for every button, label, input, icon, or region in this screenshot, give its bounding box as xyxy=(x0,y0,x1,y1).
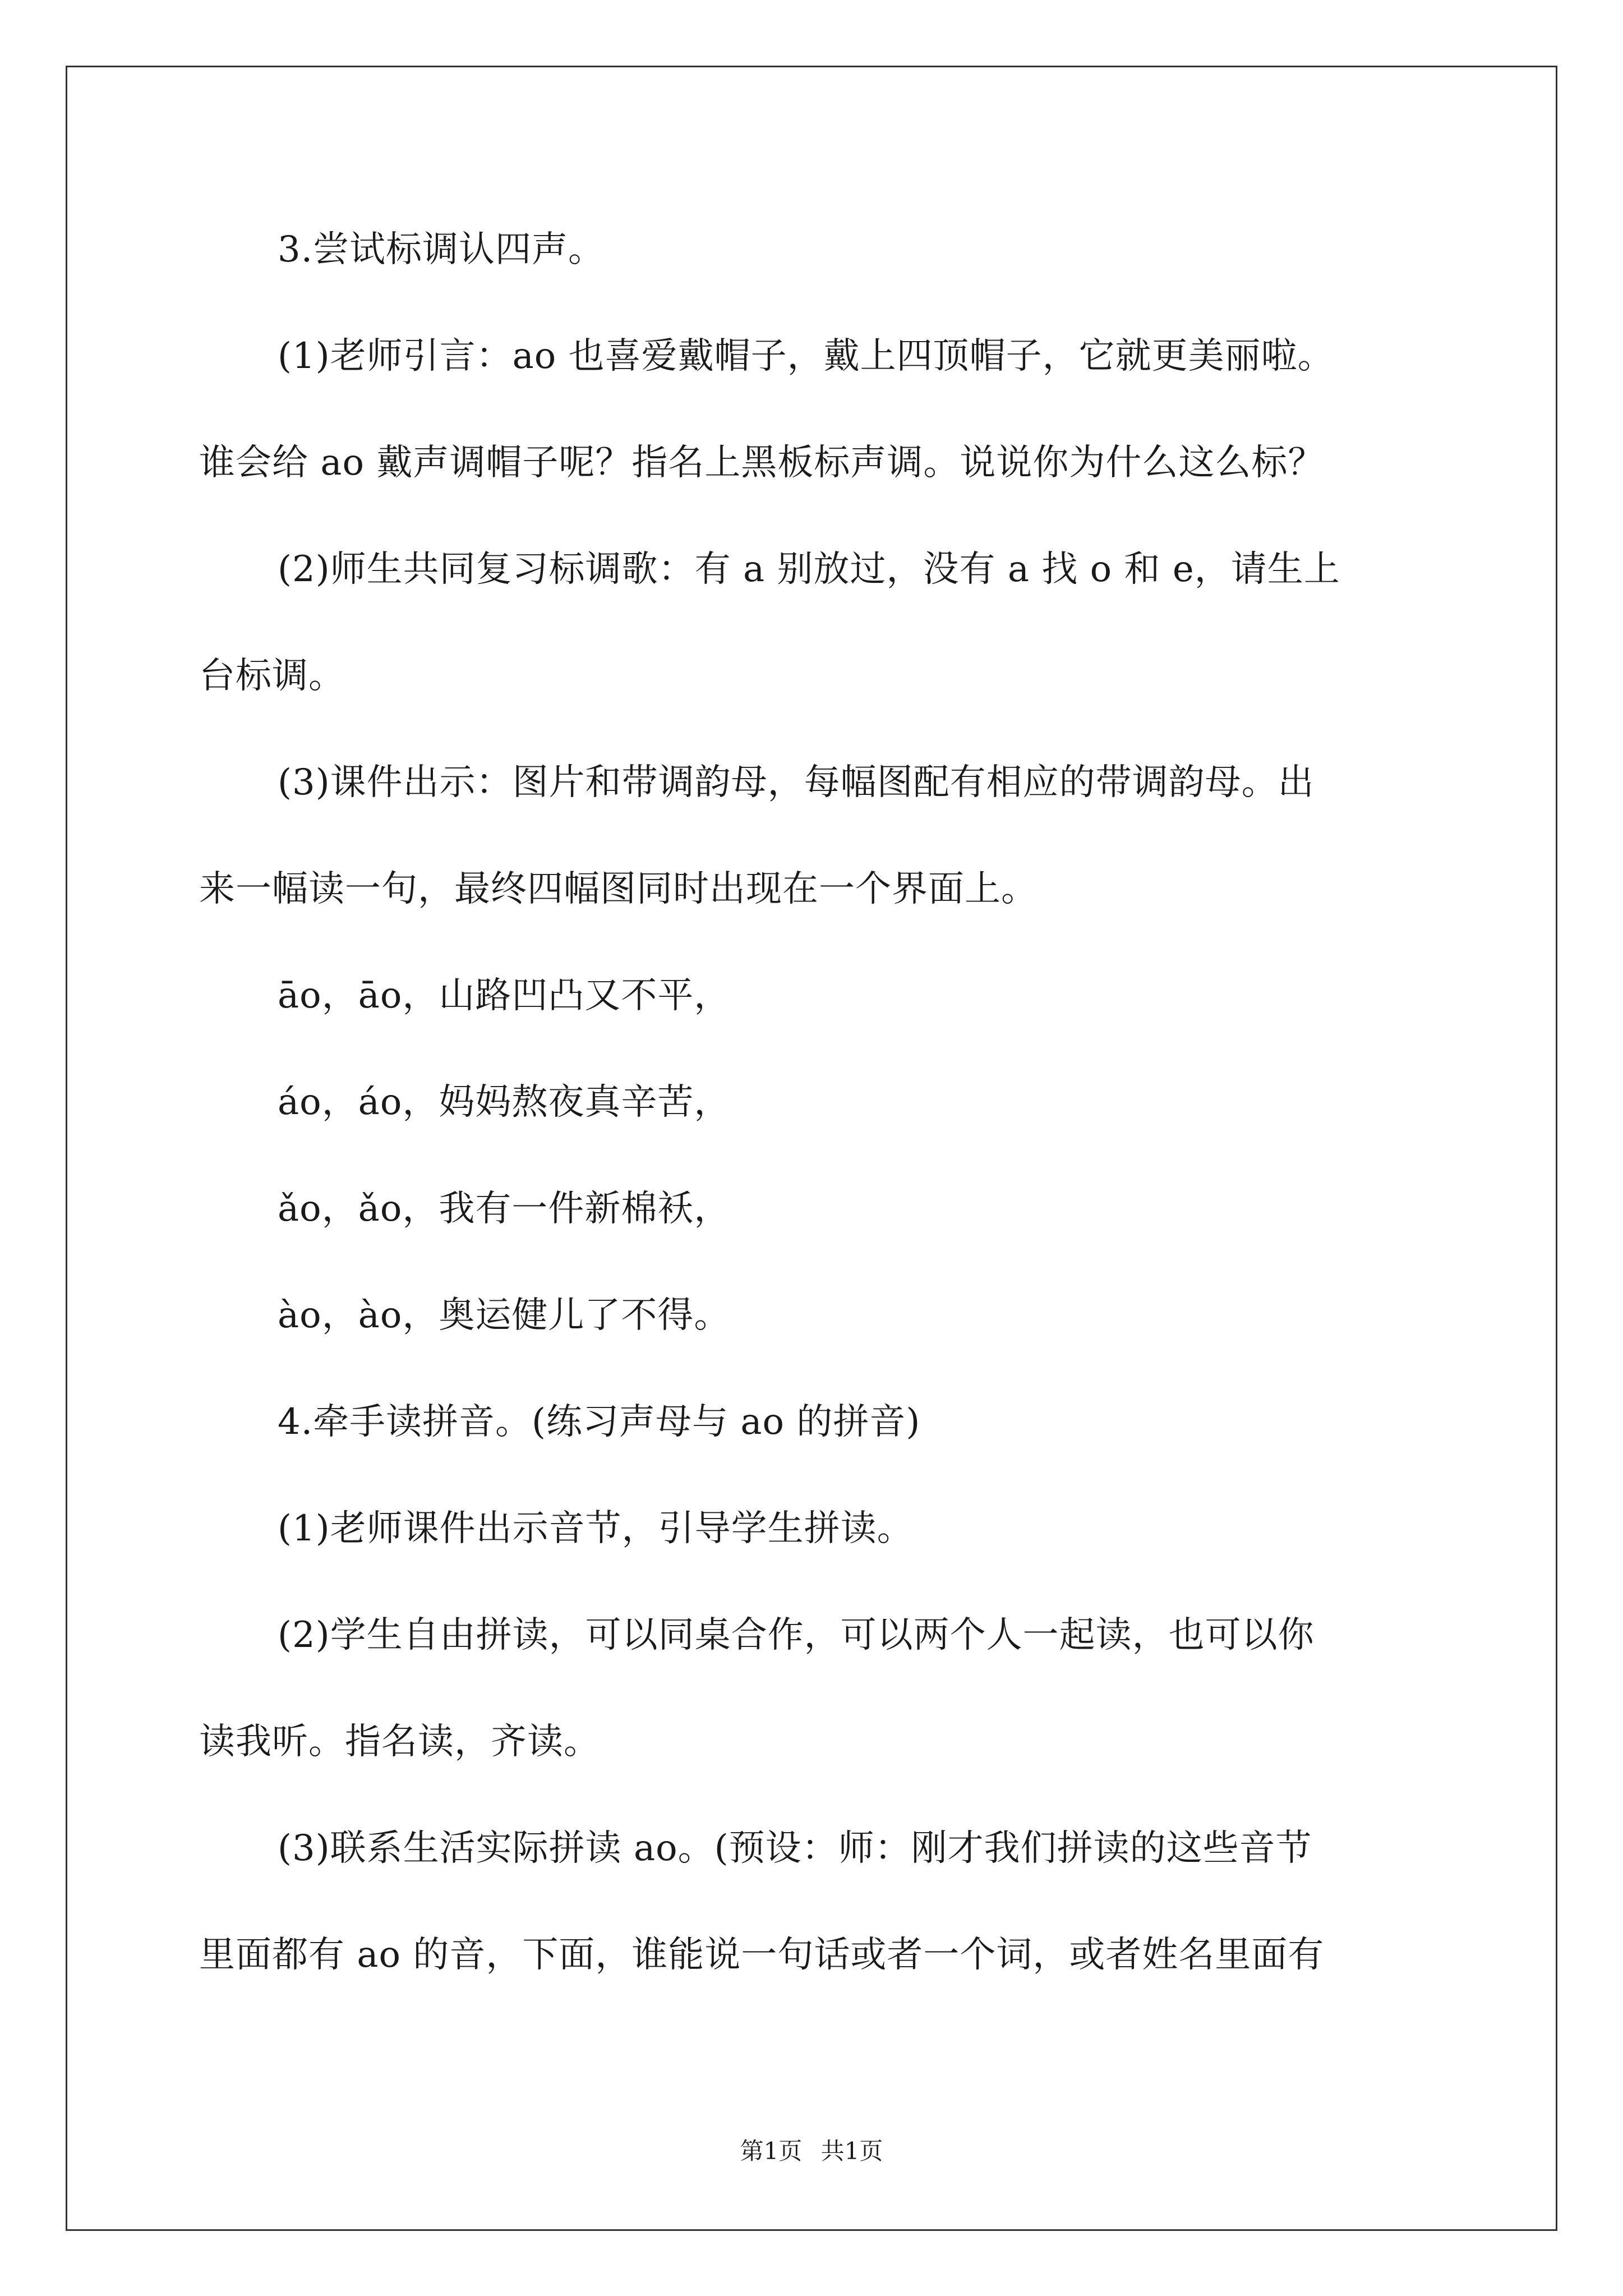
rhyme-line: áo，áo，妈妈熬夜真辛苦， xyxy=(278,1082,731,1123)
paragraph-line: (3)课件出示：图片和带调韵母，每幅图配有相应的带调韵母。出 xyxy=(278,762,1315,803)
page-total: 共1页 xyxy=(820,2137,883,2165)
paragraph-line: (1)老师引言：ao 也喜爱戴帽子，戴上四顶帽子，它就更美丽啦。 xyxy=(278,335,1334,377)
page-footer xyxy=(0,2137,1623,2165)
rhyme-line: ào，ào，奥运健儿了不得。 xyxy=(278,1295,731,1336)
paragraph-line: (2)学生自由拼读，可以同桌合作，可以两个人一起读，也可以你 xyxy=(278,1614,1315,1656)
paragraph-line: 谁会给 ao 戴声调帽子呢？指名上黑板标声调。说说你为什么这么标？ xyxy=(199,442,1325,484)
paragraph-line: 里面都有 ao 的音，下面，谁能说一句话或者一个词，或者姓名里面有 xyxy=(199,1934,1325,1976)
paragraph-line: (1)老师课件出示音节，引导学生拼读。 xyxy=(278,1508,914,1549)
page-number: 第1页 xyxy=(740,2137,803,2165)
paragraph-line: 台标调。 xyxy=(199,655,345,697)
heading-step-4: 4.牵手读拼音。(练习声母与 ao 的拼音) xyxy=(278,1401,921,1443)
page-border xyxy=(66,66,1557,2231)
rhyme-line: ǎo，ǎo，我有一件新棉袄， xyxy=(278,1188,731,1230)
paragraph-line: (2)师生共同复习标调歌：有 a 别放过，没有 a 找 o 和 e，请生上 xyxy=(278,549,1340,590)
paragraph-line: 来一幅读一句，最终四幅图同时出现在一个界面上。 xyxy=(199,868,1038,910)
heading-step-3: 3.尝试标调认四声。 xyxy=(278,229,605,270)
paragraph-line: (3)联系生活实际拼读 ao。(预设：师：刚才我们拼读的这些音节 xyxy=(278,1828,1312,1869)
paragraph-line: 读我听。指名读，齐读。 xyxy=(199,1721,600,1763)
rhyme-line: āo，āo，山路凹凸又不平， xyxy=(278,975,731,1016)
